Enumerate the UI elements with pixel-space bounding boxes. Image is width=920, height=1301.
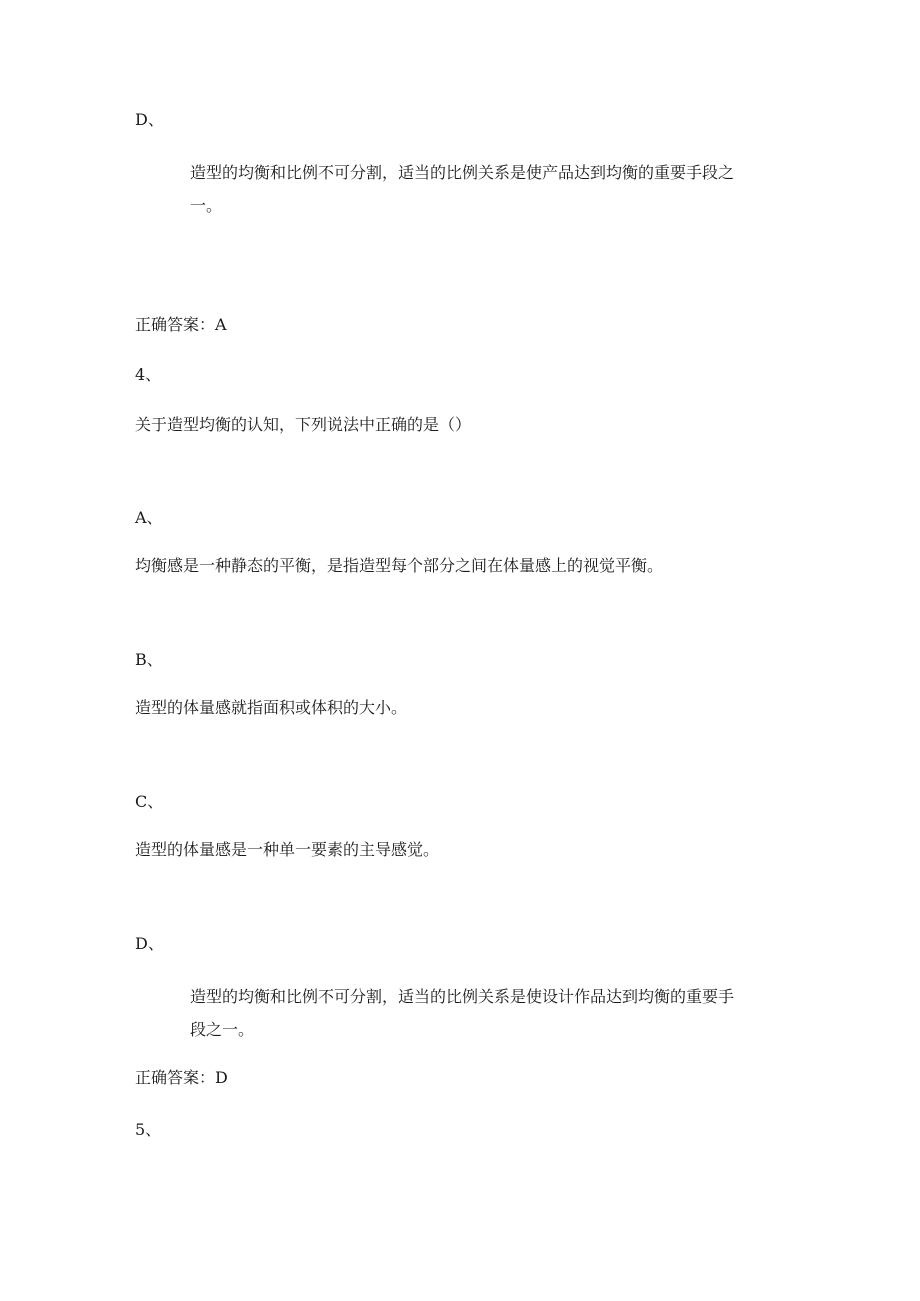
q4-option-d-text-line2: 段之一。 <box>190 1020 255 1039</box>
q4-option-b-label: B、 <box>135 650 163 669</box>
q5-number: 5、 <box>135 1120 162 1139</box>
q3-correct-answer: 正确答案：A <box>135 315 227 334</box>
q4-option-c-text: 造型的体量感是一种单一要素的主导感觉。 <box>135 840 440 859</box>
q3-option-d-text-line1: 造型的均衡和比例不可分割，适当的比例关系是使产品达到均衡的重要手段之 <box>190 163 735 182</box>
q4-stem: 关于造型均衡的认知，下列说法中正确的是（） <box>135 415 472 434</box>
q4-option-a-label: A、 <box>135 508 163 527</box>
q3-option-d-text-line2: 一。 <box>190 196 223 215</box>
q4-option-b-text: 造型的体量感就指面积或体积的大小。 <box>135 698 408 717</box>
q4-number: 4、 <box>135 365 162 384</box>
q4-option-c-label: C、 <box>135 792 164 811</box>
q4-option-a-text: 均衡感是一种静态的平衡，是指造型每个部分之间在体量感上的视觉平衡。 <box>135 556 664 575</box>
q3-option-d-label: D、 <box>135 110 164 129</box>
q4-correct-answer: 正确答案：D <box>135 1068 228 1087</box>
q4-option-d-text-line1: 造型的均衡和比例不可分割，适当的比例关系是使设计作品达到均衡的重要手 <box>190 987 735 1006</box>
q4-option-d-label: D、 <box>135 934 164 953</box>
